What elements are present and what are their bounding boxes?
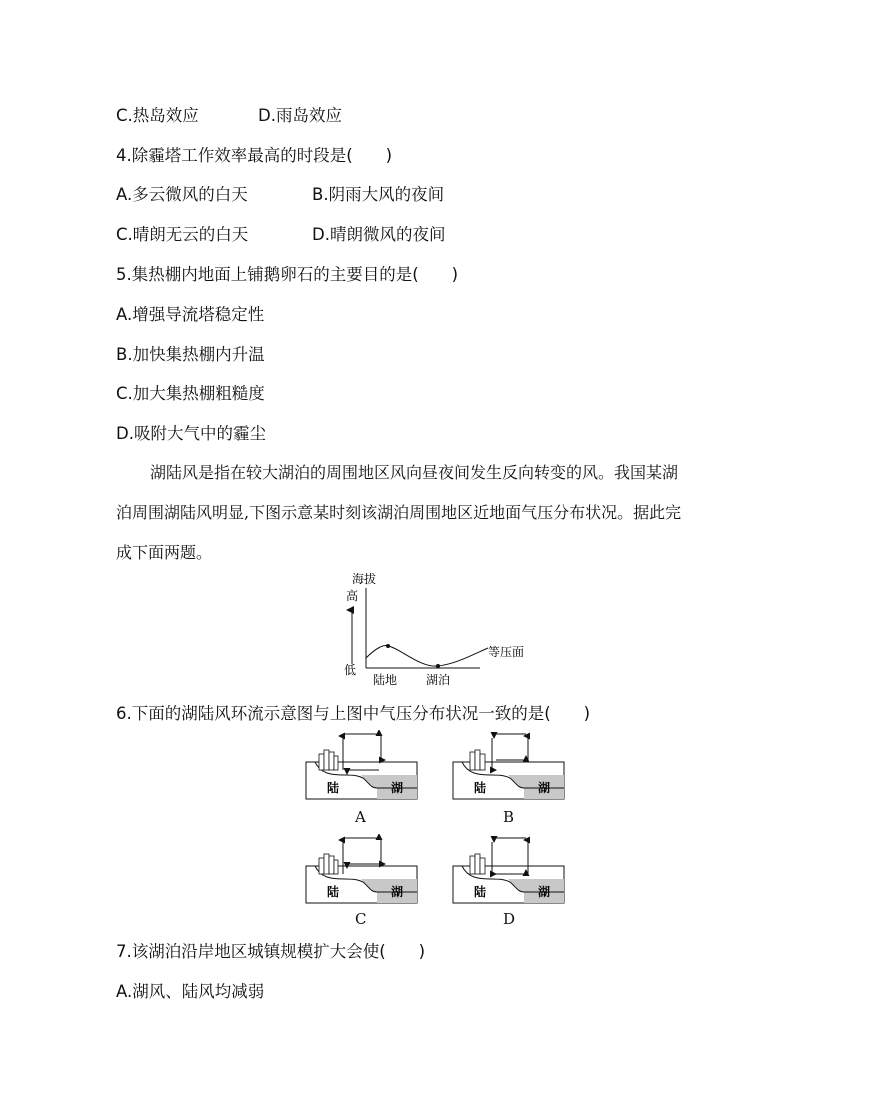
q6-stem: 6.下面的湖陆风环流示意图与上图中气压分布状况一致的是( ) [116, 704, 591, 723]
panel-d-diagram [452, 834, 567, 906]
panel-a-diagram [305, 730, 420, 802]
city-buildings-icon [319, 750, 338, 770]
panel-a-label: A [355, 808, 366, 826]
q5-option-b: B.加快集热棚内升温 [116, 345, 265, 364]
panel-b-diagram [452, 730, 567, 802]
land-char: 陆 [474, 781, 487, 795]
high-label: 高 [346, 589, 359, 603]
low-label: 低 [344, 663, 357, 677]
city-buildings-icon [470, 854, 485, 874]
altitude-label: 海拔 [352, 572, 377, 586]
passage-line-1: 湖陆风是指在较大湖泊的周围地区风向昼夜间发生反向转变的风。我国某湖 [150, 463, 679, 482]
q3-option-d: D.雨岛效应 [258, 106, 342, 125]
lake-char: 湖 [391, 885, 404, 899]
isobar-diagram [330, 566, 540, 690]
land-label: 陆地 [373, 673, 398, 687]
isobar-curve [366, 646, 488, 667]
lake-char: 湖 [391, 781, 404, 795]
lake-point [436, 664, 440, 668]
passage-line-2: 泊周围湖陆风明显,下图示意某时刻该湖泊周围地区近地面气压分布状况。据此完 [116, 503, 682, 522]
q4-option-d: D.晴朗微风的夜间 [312, 225, 446, 244]
passage-line-3: 成下面两题。 [116, 543, 213, 562]
city-buildings-icon [319, 854, 338, 874]
isobar-label: 等压面 [488, 645, 525, 659]
land-point [386, 644, 390, 648]
q7-stem: 7.该湖泊沿岸地区城镇规模扩大会使( ) [116, 942, 426, 961]
q5-option-a: A.增强导流塔稳定性 [116, 305, 265, 324]
q5-option-d: D.吸附大气中的霾尘 [116, 424, 266, 443]
q5-option-c: C.加大集热棚粗糙度 [116, 384, 265, 403]
land-char: 陆 [327, 781, 340, 795]
lake-char: 湖 [538, 885, 551, 899]
land-char: 陆 [474, 885, 487, 899]
q3-option-c: C.热岛效应 [116, 106, 199, 125]
q4-option-b: B.阴雨大风的夜间 [312, 185, 445, 204]
lake-char: 湖 [538, 781, 551, 795]
q4-option-a: A.多云微风的白天 [116, 185, 248, 204]
city-buildings-icon [470, 750, 485, 770]
land-char: 陆 [327, 885, 340, 899]
lake-label: 湖泊 [426, 673, 451, 687]
q4-option-c: C.晴朗无云的白天 [116, 225, 249, 244]
panel-c-diagram [305, 834, 420, 906]
panel-c-label: C [355, 910, 367, 928]
q7-option-a: A.湖风、陆风均减弱 [116, 982, 265, 1001]
q4-stem: 4.除霾塔工作效率最高的时段是( ) [116, 146, 393, 165]
panel-d-label: D [503, 910, 516, 928]
q5-stem: 5.集热棚内地面上铺鹅卵石的主要目的是( ) [116, 265, 459, 284]
panel-b-label: B [503, 808, 515, 826]
